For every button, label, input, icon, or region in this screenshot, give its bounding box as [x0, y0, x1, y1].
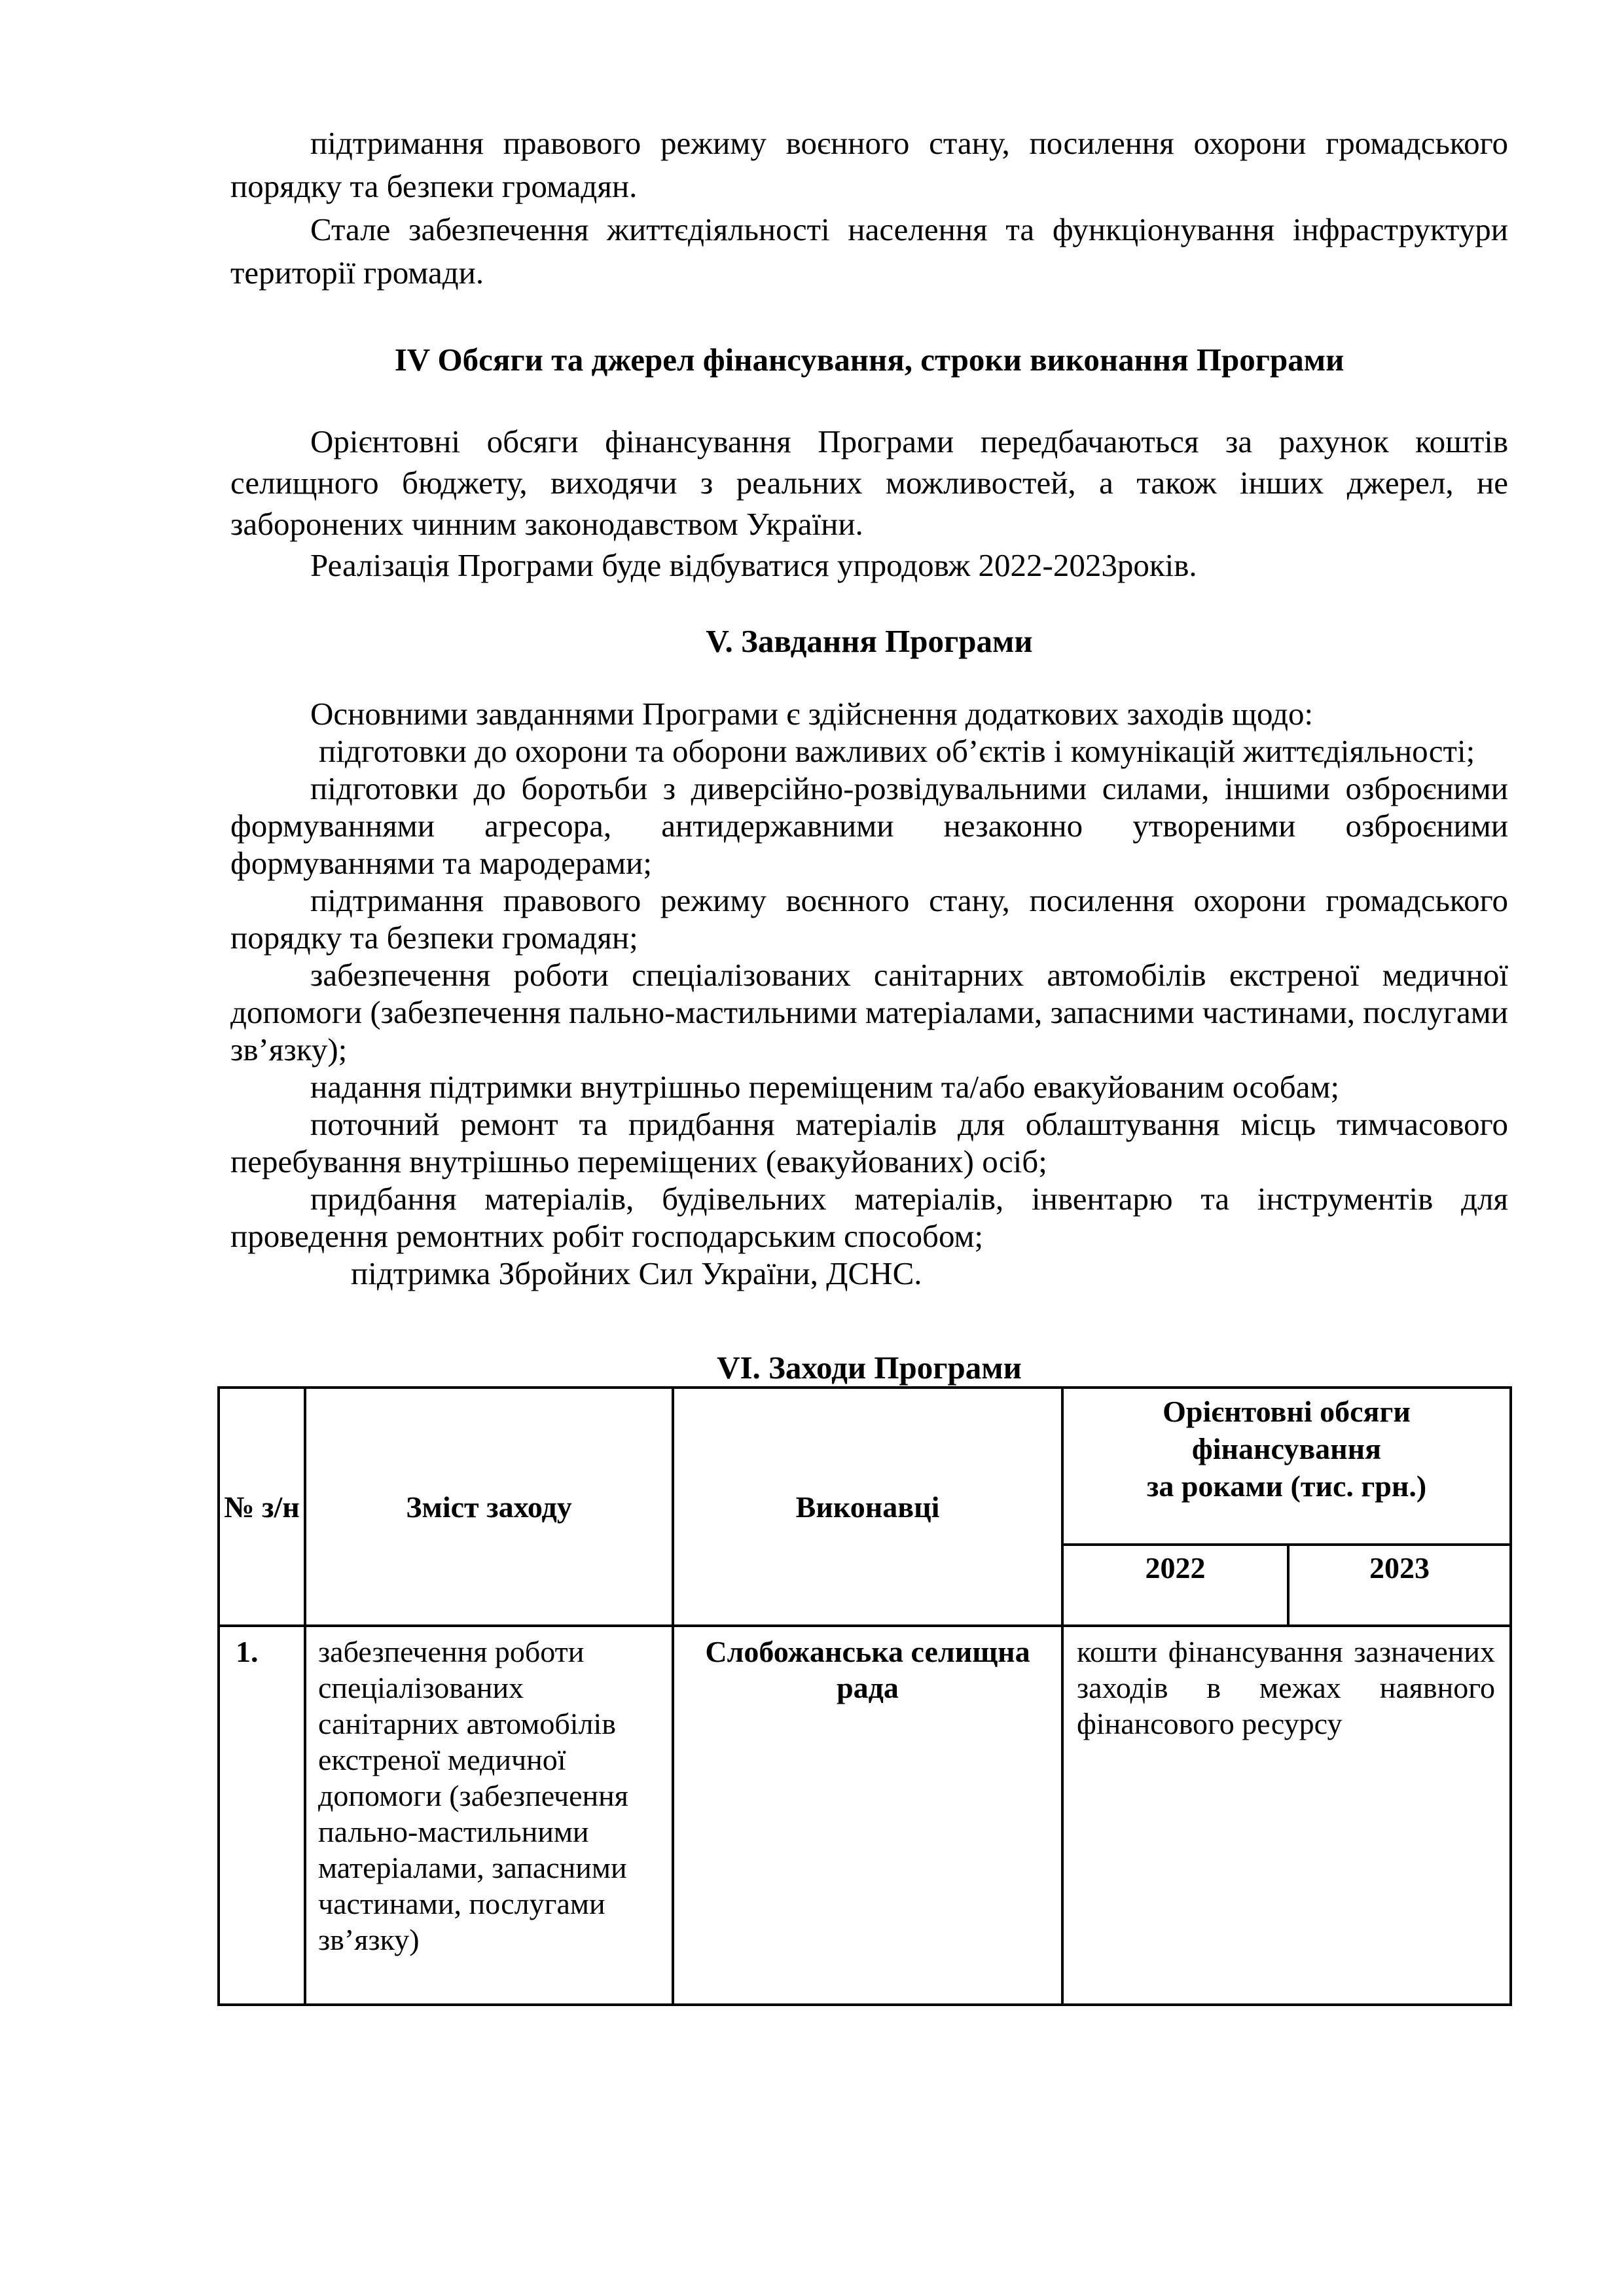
header-financing-line: Орієнтовні обсяги — [1163, 1395, 1411, 1428]
table-header-row — [219, 1388, 1511, 1545]
intro-paragraph: підтримання правового режиму воєнного стану, посилення охорони громадського порядку та безпеки громадян. — [230, 125, 1508, 204]
row-number: 1. — [219, 1626, 305, 2005]
row-content: забезпечення роботи спеціалізованих санітарних автомобілів екстреної медичної допомоги (забезпечення пально-мастильними матеріалами, запасними частинами, послугами зв’язку) — [305, 1626, 673, 2005]
header-financing — [1062, 1388, 1511, 1545]
header-number-label: № з/н — [224, 1490, 300, 1524]
task-item: підготовки до боротьби з диверсійно-розвідувальними силами, іншими озброєними формуваннями агресора, антидержавними незаконно утвореними озброєними формуваннями та мародерами; — [230, 770, 1508, 881]
section-v-body — [230, 695, 1508, 1292]
funding-paragraph: Орієнтовні обсяги фінансування Програми передбачаються за рахунок коштів селищного бюджету, виходячи з реальних можливостей, а також інших джерел, не заборонених чинним законодавством України. — [230, 423, 1508, 542]
header-content-label: Зміст заходу — [406, 1490, 572, 1524]
section-vi-heading: VI. Заходи Програми — [717, 1350, 1022, 1386]
task-item: підтримання правового режиму воєнного стану, посилення охорони громадського порядку та безпеки громадян; — [230, 882, 1508, 956]
header-executors — [673, 1388, 1062, 1626]
table-row — [219, 1626, 1511, 2005]
task-item: придбання матеріалів, будівельних матеріалів, інвентарю та інструментів для проведення ремонтних робіт господарським способом; — [230, 1181, 1508, 1254]
tasks-intro: Основними завданнями Програми є здійснення додаткових заходів щодо: — [310, 696, 1314, 732]
header-financing-line: за роками (тис. грн.) — [1146, 1469, 1427, 1503]
task-item: забезпечення роботи спеціалізованих санітарних автомобілів екстреної медичної допомоги (забезпечення пально-мастильними матеріалами, запасними частинами, послугами зв’язку); — [230, 957, 1508, 1067]
section-iv-heading: IV Обсяги та джерел фінансування, строки виконання Програми — [394, 342, 1344, 378]
row-executor: Слобожанська селищна рада — [673, 1626, 1062, 2005]
task-item: надання підтримки внутрішньо переміщеним та/або евакуйованим особам; — [310, 1069, 1340, 1105]
task-item: підтримка Збройних Сил України, ДСНС. — [351, 1255, 922, 1291]
task-item: поточний ремонт та придбання матеріалів для облаштування місць тимчасового перебування внутрішньо переміщених (евакуйованих) осіб; — [230, 1106, 1508, 1179]
header-number — [219, 1388, 305, 1626]
header-financing-line: фінансування — [1191, 1432, 1382, 1465]
header-executors-label: Виконавці — [795, 1490, 940, 1524]
program-measures-table — [217, 1386, 1512, 2006]
intro-paragraph: Стале забезпечення життєдіяльності населення та функціонування інфраструктури території громади. — [230, 211, 1508, 291]
row-financing: кошти фінансування зазначених заходів в межах наявного фінансового ресурсу — [1062, 1626, 1511, 2005]
section-iv-body — [230, 421, 1508, 586]
intro-block — [230, 122, 1508, 295]
header-content — [305, 1388, 673, 1626]
header-year-2023: 2023 — [1288, 1545, 1511, 1626]
section-v-heading: V. Завдання Програми — [706, 623, 1033, 659]
task-item: підготовки до охорони та оборони важливих об’єктів і комунікацій життєдіяльності; — [319, 733, 1475, 769]
timeline-paragraph: Реалізація Програми буде відбуватися упродовж 2022-2023років. — [310, 547, 1197, 583]
header-year-2022: 2022 — [1062, 1545, 1288, 1626]
